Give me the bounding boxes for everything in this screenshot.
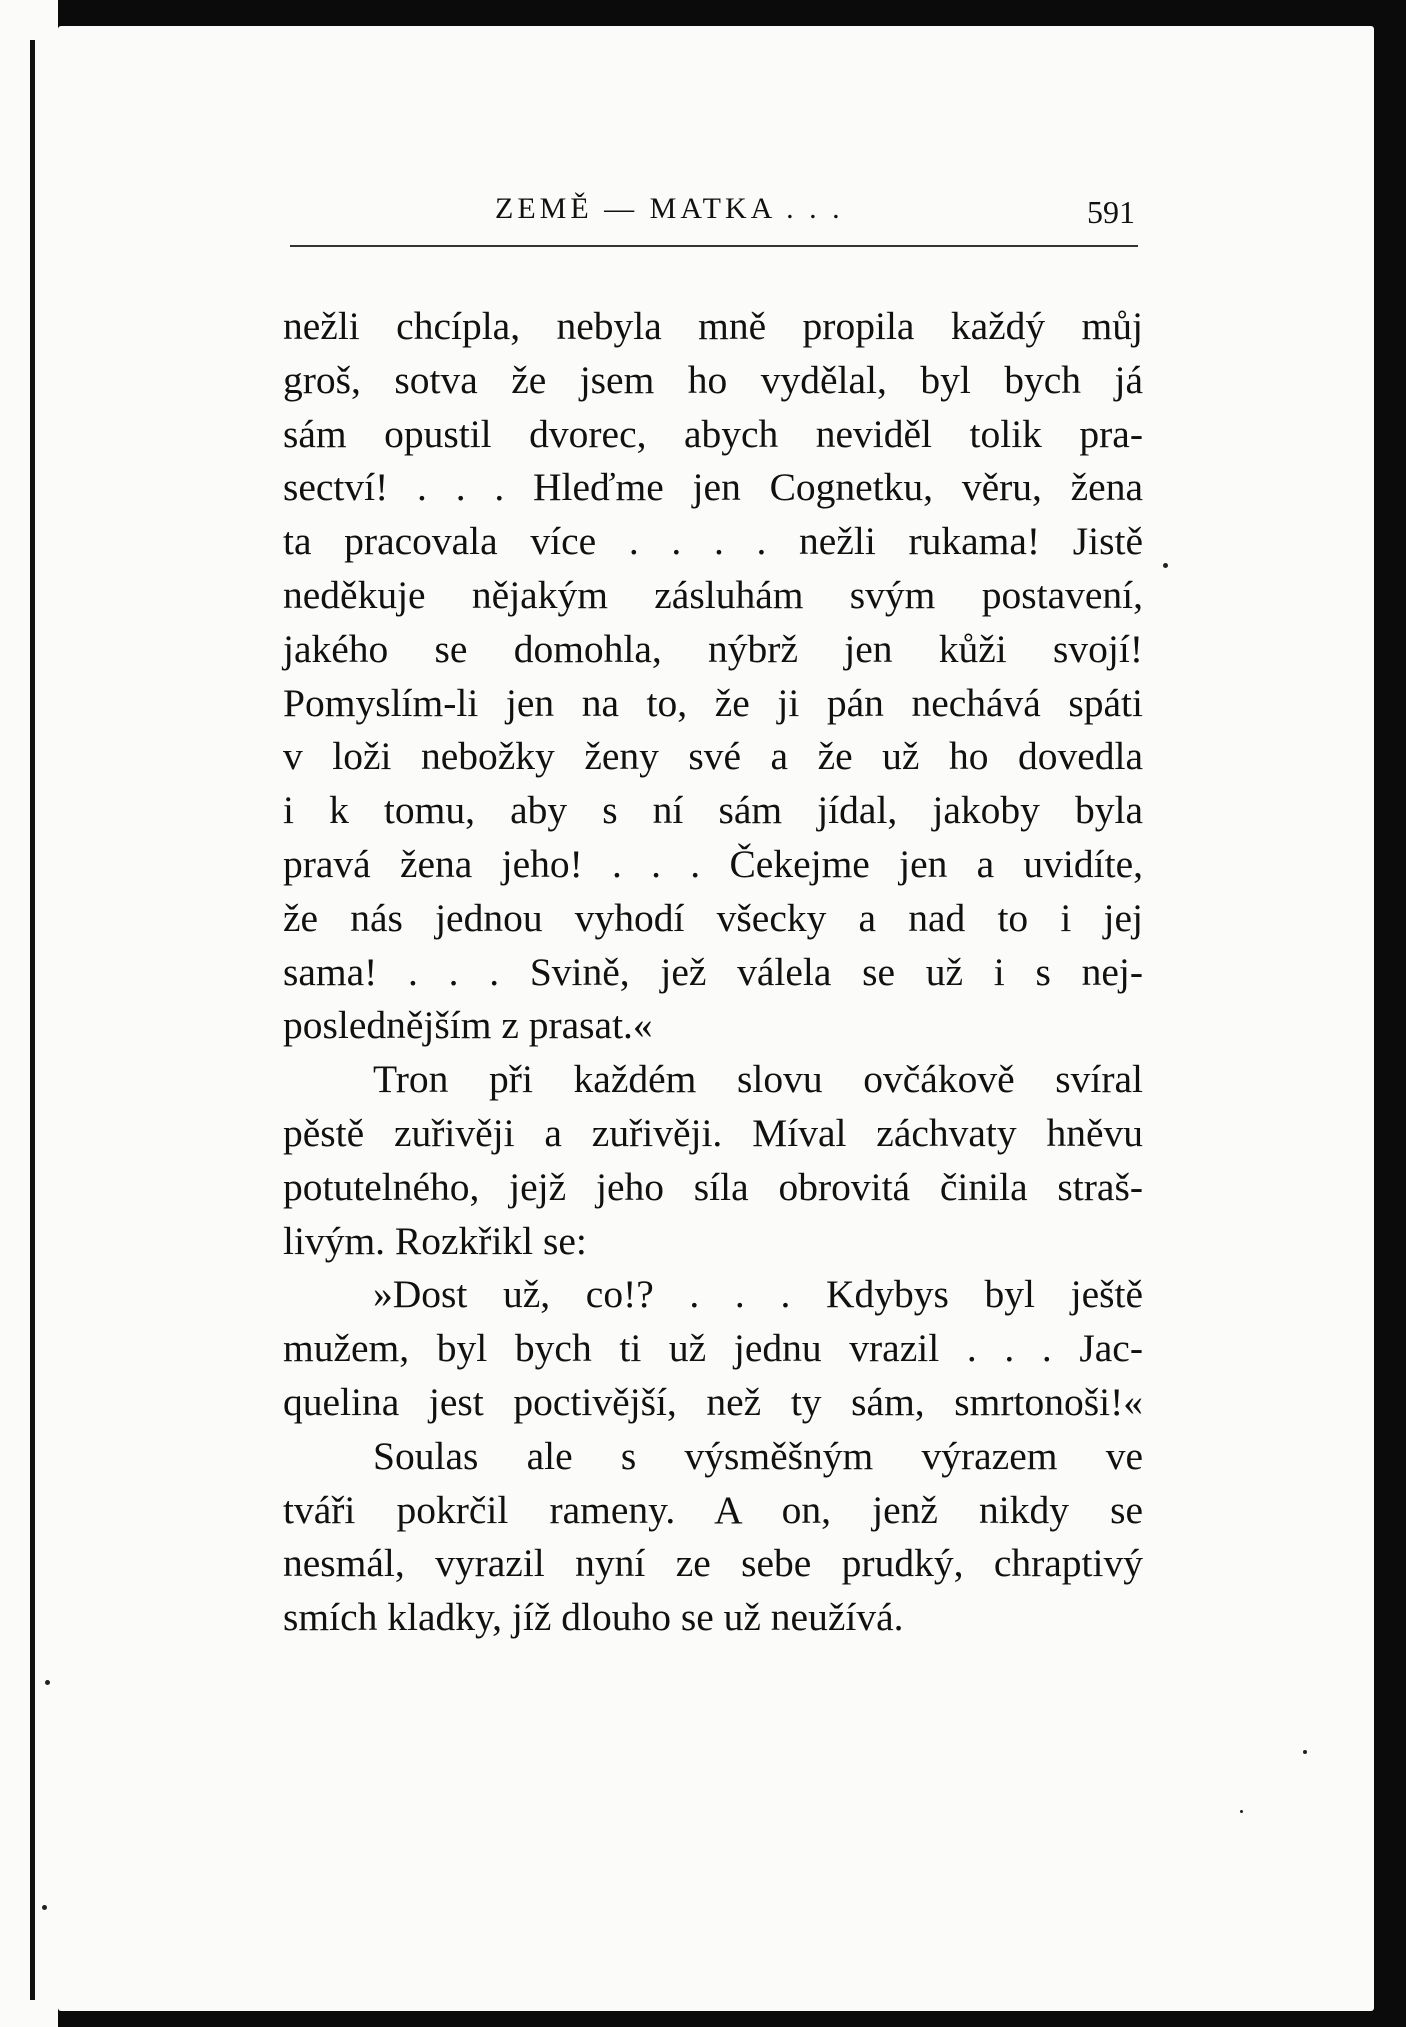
page-left-margin [0,0,58,2027]
text-line: jakého se domohla, nýbrž jen kůži svojí! [283,626,1143,671]
page-header [285,192,1145,238]
text-line: Pomyslím-li jen na to, že ji pán nechává spáti [283,680,1143,725]
running-title: ZEMĚ — MATKA . . . [495,192,844,225]
text-line: »Dost už, co!? . . . Kdybys byl ještě [373,1272,1143,1317]
text-line: ta pracovala více . . . . nežli rukama! Jistě [283,519,1143,564]
binding-edge [30,40,35,2000]
text-line: i k tomu, aby s ní sám jídal, jakoby byla [283,788,1143,833]
page-number: 591 [1087,194,1135,230]
text-line: smích kladky, jíž dlouho se už neužívá. [283,1595,904,1640]
text-line: sectví! . . . Hleďme jen Cognetku, věru, žena [283,465,1143,510]
text-line: nesmál, vyrazil nyní ze sebe prudký, chraptivý [283,1541,1143,1586]
ink-speck [45,1680,50,1685]
text-line: pravá žena jeho! . . . Čekejme jen a uvidíte, [283,841,1143,886]
text-line: tváři pokrčil rameny. A on, jenž nikdy se [283,1487,1143,1532]
text-line: livým. Rozkřikl se: [283,1218,587,1263]
text-line: potutelného, jejž jeho síla obrovitá činila straš- [283,1164,1143,1209]
ink-speck [1303,1750,1307,1754]
text-line: neděkuje nějakým zásluhám svým postavení, [283,572,1143,617]
text-line: quelina jest poctivější, než ty sám, smrtonoši!« [283,1379,1143,1424]
text-line: poslednějším z prasat.« [283,1003,653,1048]
text-line: mužem, byl bych ti už jednu vrazil . . . Jac- [283,1326,1143,1371]
ink-speck [1163,563,1168,568]
scan-shadow-right [1374,0,1406,2027]
text-line: pěstě zuřivěji a zuřivěji. Míval záchvaty hněvu [283,1110,1143,1155]
body-text [283,300,1143,1645]
text-line: sám opustil dvorec, abych neviděl tolik pra- [283,411,1143,456]
text-line: sama! . . . Svině, jež válela se už i s nej- [283,949,1143,994]
text-line: Tron při každém slovu ovčákově svíral [373,1057,1143,1102]
text-line: že nás jednou vyhodí všecky a nad to i jej [283,895,1143,940]
text-line: Soulas ale s výsměšným výrazem ve [373,1433,1143,1478]
header-rule [290,245,1138,247]
ink-speck [1240,1810,1243,1813]
ink-speck [42,1905,47,1910]
text-line: v loži nebožky ženy své a že už ho dovedla [283,734,1143,779]
text-line: groš, sotva že jsem ho vydělal, byl bych já [283,357,1143,402]
text-line: nežli chcípla, nebyla mně propila každý můj [283,304,1143,348]
